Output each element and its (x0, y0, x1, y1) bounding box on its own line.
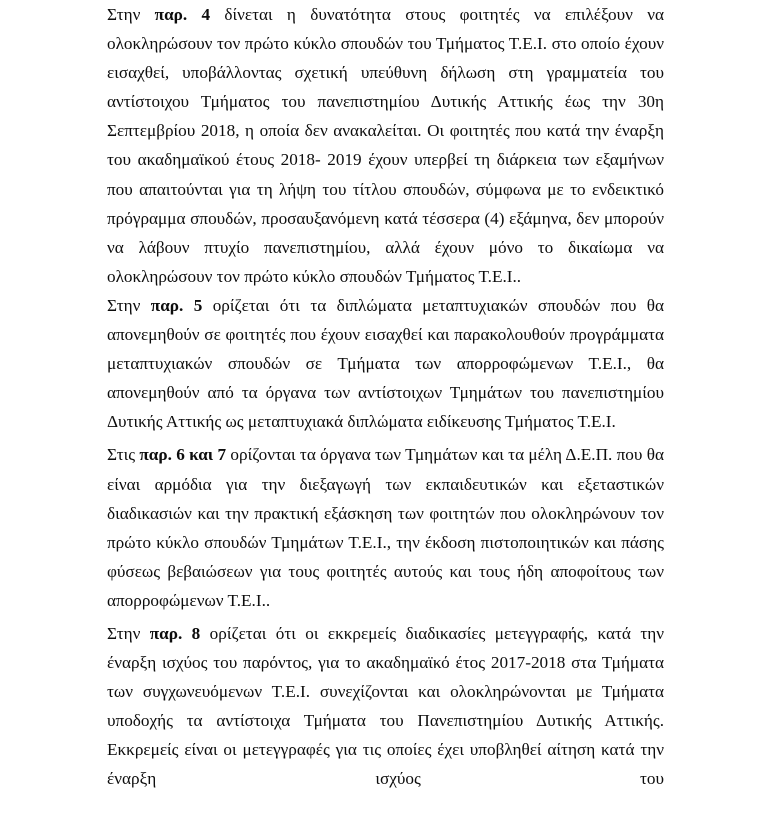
paragraph-par-5 (107, 291, 664, 436)
paragraph-body-text: δίνεται η δυνατότητα στους φοιτητές να επιλέξουν να ολοκληρώσουν τον πρώτο κύκλο σπουδών του Τμήματος Τ.Ε.Ι. στο οποίο έχουν εισαχθεί, υποβάλλοντας σχετική υπεύθυνη δήλωση στη γραμματεία του αντίστοιχου Τμήματος του πανεπιστημίου Δυτικής Αττικής έως την 30η Σεπτεμβρίου 2018, η οποία δεν ανακαλείται. Οι φοιτητές που κατά την έναρξη του ακαδημαϊκού έτους 2018- 2019 έχουν υπερβεί τη διάρκεια των εξαμήνων που απαιτούνται για τη λήψη του τίτλου σπουδών, σύμφωνα με το ενδεικτικό πρόγραμμα σπουδών, προσαυξανόμενη κατά τέσσερα (4) εξάμηνα, δεν μπορούν να λάβουν πτυχίο πανεπιστημίου, αλλά έχουν μόνο το δικαίωμα να ολοκληρώσουν τον πρώτο κύκλο σπουδών Τμήματος Τ.Ε.Ι.. (107, 5, 664, 286)
paragraph-par-4 (107, 0, 664, 291)
document-text-body (107, 0, 664, 823)
paragraph-bold-reference: παρ. 6 και 7 (139, 445, 227, 465)
paragraph-lead-text: Στις (107, 445, 140, 465)
paragraph-par-6-7 (107, 440, 664, 615)
paragraph-bold-reference: παρ. 8 (149, 623, 201, 643)
paragraph-par-8 (107, 619, 664, 823)
paragraph-lead-text: Στην (107, 623, 150, 643)
paragraph-body-text: ορίζεται ότι τα διπλώματα μεταπτυχιακών σπουδών που θα απονεμηθούν σε φοιτητές που έχουν εισαχθεί και παρακολουθούν προγράμματα μεταπτυχιακών σπουδών σε Τμήματα των απορροφώμενων Τ.Ε.Ι., θα απονεμηθούν από τα όργανα των αντίστοιχων Τμημάτων του πανεπιστημίου Δυτικής Αττικής ως μεταπτυχιακά διπλώματα ειδίκευσης Τμήματος Τ.Ε.Ι. (107, 295, 665, 432)
paragraph-lead-text: Στην (107, 5, 155, 24)
paragraph-bold-reference: παρ. 5 (150, 295, 203, 315)
paragraph-body-text: ορίζονται τα όργανα των Τμημάτων και τα μέλη Δ.Ε.Π. που θα είναι αρμόδια για την διεξαγωγή των εκπαιδευτικών και εξεταστικών διαδικασιών και την πρακτική εξάσκηση των φοιτητών που ολοκληρώνουν τον πρώτο κύκλο σπουδών Τμημάτων Τ.Ε.Ι., την έκδοση πιστοποιητικών και πάσης φύσεως βεβαιώσεων για τους φοιτητές αυτούς και τους ήδη αποφοίτους των απορροφώμενων Τ.Ε.Ι.. (107, 445, 664, 610)
paragraph-lead-text: Στην (107, 295, 151, 315)
paragraph-body-text: ορίζεται ότι οι εκκρεμείς διαδικασίες μετεγγραφής, κατά την έναρξη ισχύος του παρόντος, για το ακαδημαϊκό έτος 2017-2018 στα Τμήματα των συγχωνευόμενων Τ.Ε.Ι. συνεχίζονται και ολοκληρώνονται με Τμήματα υποδοχής τα αντίστοιχα Τμήματα του Πανεπιστημίου Δυτικής Αττικής. Εκκρεμείς είναι οι μετεγγραφές για τις οποίες έχει υποβληθεί αίτηση κατά την έναρξη ισχύος του (107, 623, 664, 789)
paragraph-bold-reference: παρ. 4 (154, 5, 211, 24)
